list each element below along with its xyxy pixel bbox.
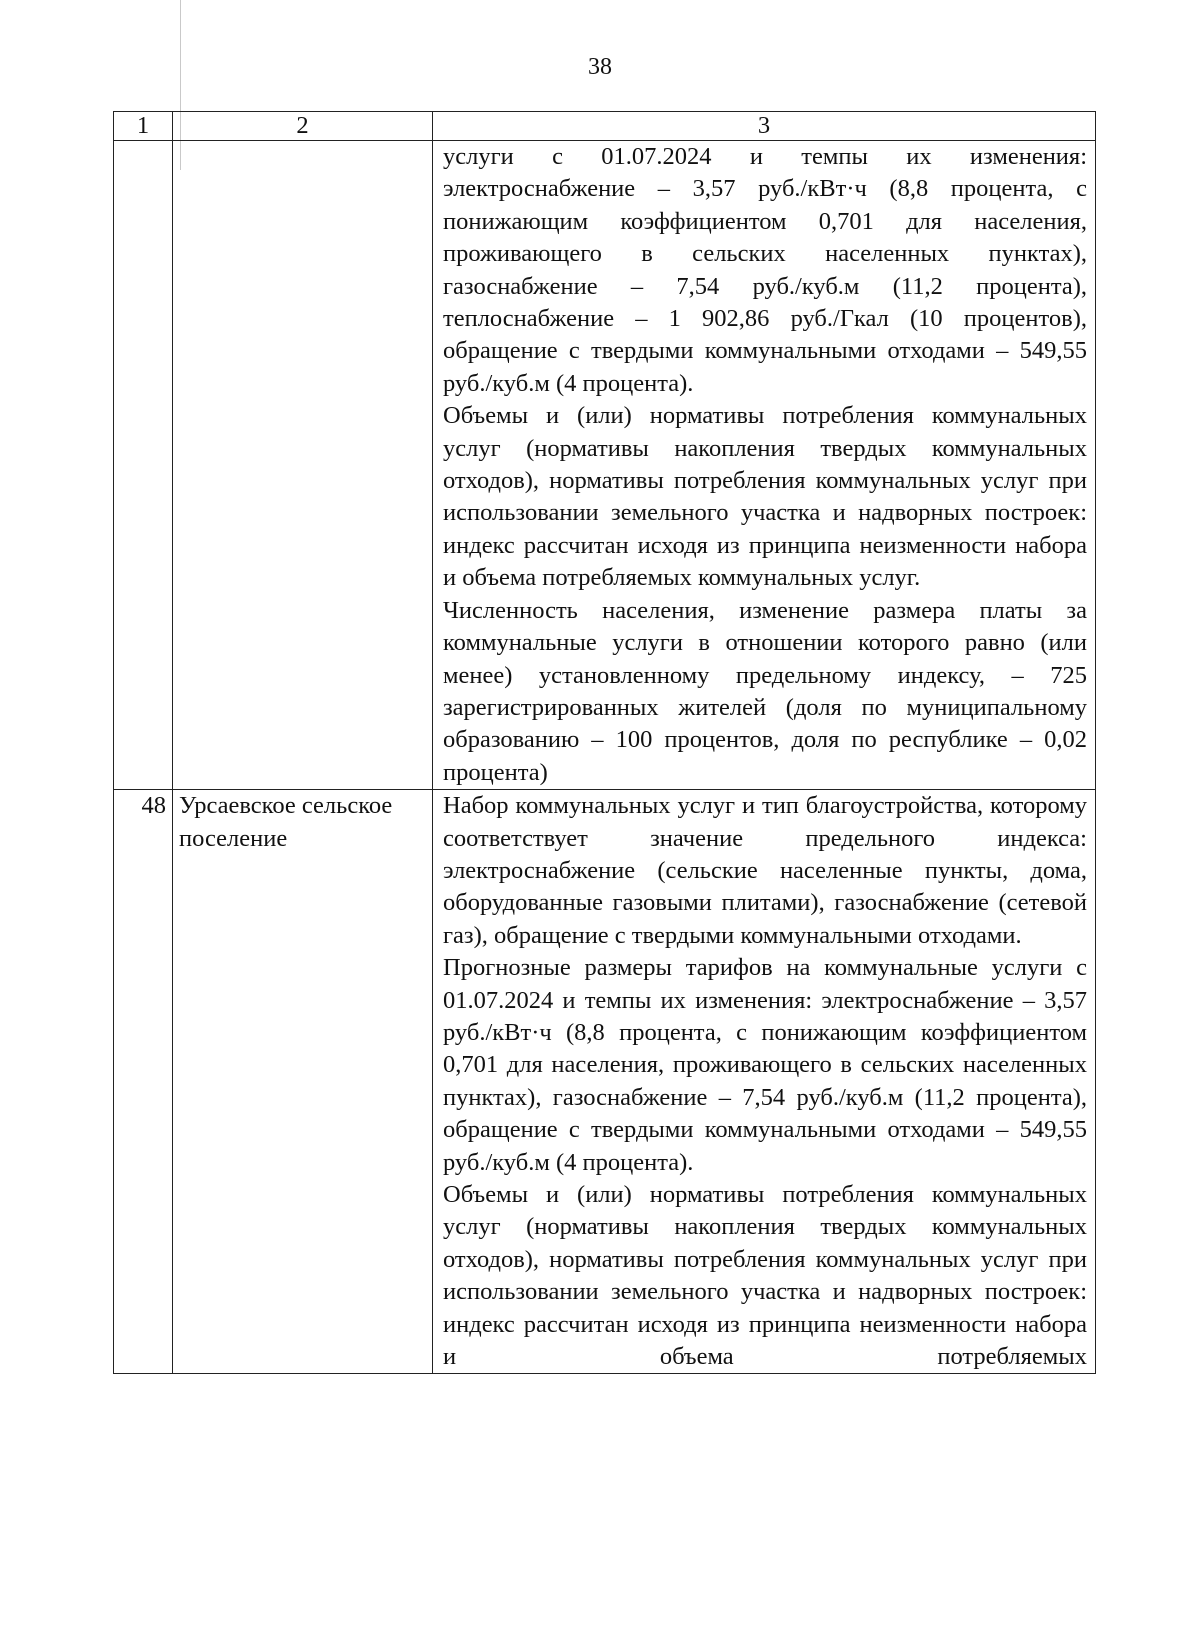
paragraph-consumption-volumes: Объемы и (или) нормативы потребления коммунальных услуг (нормативы накопления твердых коммунальных отходов), нормативы потребления коммунальных услуг при использовании земельного участка и надворных построек: индекс рассчитан исходя из принципа неизменности набора и объема потребляемых — [443, 1181, 1087, 1371]
paragraph-tariffs: Прогнозные размеры тарифов на коммунальные услуги с 01.07.2024 и темпы их изменения: электроснабжение – 3,57 руб./кВт·ч (8,8 процента, с понижающим коэффициентом 0,701 для населения, проживающего в сельских населенных пунктах), газоснабжение – 7,54 руб./куб.м (11,2 процента), обращение с твердыми коммунальными отходами – 549,55 руб./куб.м (4 процента). — [443, 954, 1087, 1176]
header-col-2: 2 — [173, 112, 433, 141]
settlement-name — [173, 141, 433, 790]
page-number: 38 — [588, 54, 612, 80]
table-row — [114, 141, 1096, 790]
paragraph-consumption-volumes: Объемы и (или) нормативы потребления коммунальных услуг (нормативы накопления твердых коммунальных отходов), нормативы потребления коммунальных услуг при использовании земельного участка и надворных построек: индекс рассчитан исходя из принципа неизменности набора и объема потребляемых коммунальных услуг. — [443, 402, 1087, 592]
table-row — [114, 790, 1096, 1374]
header-col-3: 3 — [433, 112, 1096, 141]
description-cell — [433, 141, 1096, 790]
table-header-row — [114, 112, 1096, 141]
row-number — [114, 141, 173, 790]
row-number: 48 — [114, 790, 173, 1374]
paragraph-population: Численность населения, изменение размера платы за коммунальные услуги в отношении которого равно (или менее) установленному предельному индексу, – 725 зарегистрированных жителей (доля по муниципальному образованию – 100 процентов, доля по республике – 0,02 процента) — [443, 596, 1087, 786]
paragraph-services-set: Набор коммунальных услуг и тип благоустройства, которому соответствует значение предельного индекса: электроснабжение (сельские населенные пункты, дома, оборудованные газовыми плитами), газоснабжение (сетевой газ), обращение с твердыми коммунальными отходами. — [443, 792, 1087, 949]
header-col-1: 1 — [114, 112, 173, 141]
description-cell — [433, 790, 1096, 1374]
settlement-name: Урсаевское сельское поселение — [173, 790, 433, 1374]
paragraph-tariffs: услуги с 01.07.2024 и темпы их изменения: электроснабжение – 3,57 руб./кВт·ч (8,8 процента, с понижающим коэффициентом 0,701 для населения, проживающего в сельских населенных пунктах), газоснабжение – 7,54 руб./куб.м (11,2 процента), теплоснабжение – 1 902,86 руб./Гкал (10 процентов), обращение с твердыми коммунальными отходами – 549,55 руб./куб.м (4 процента). — [443, 143, 1087, 397]
tariff-table — [113, 111, 1096, 1374]
